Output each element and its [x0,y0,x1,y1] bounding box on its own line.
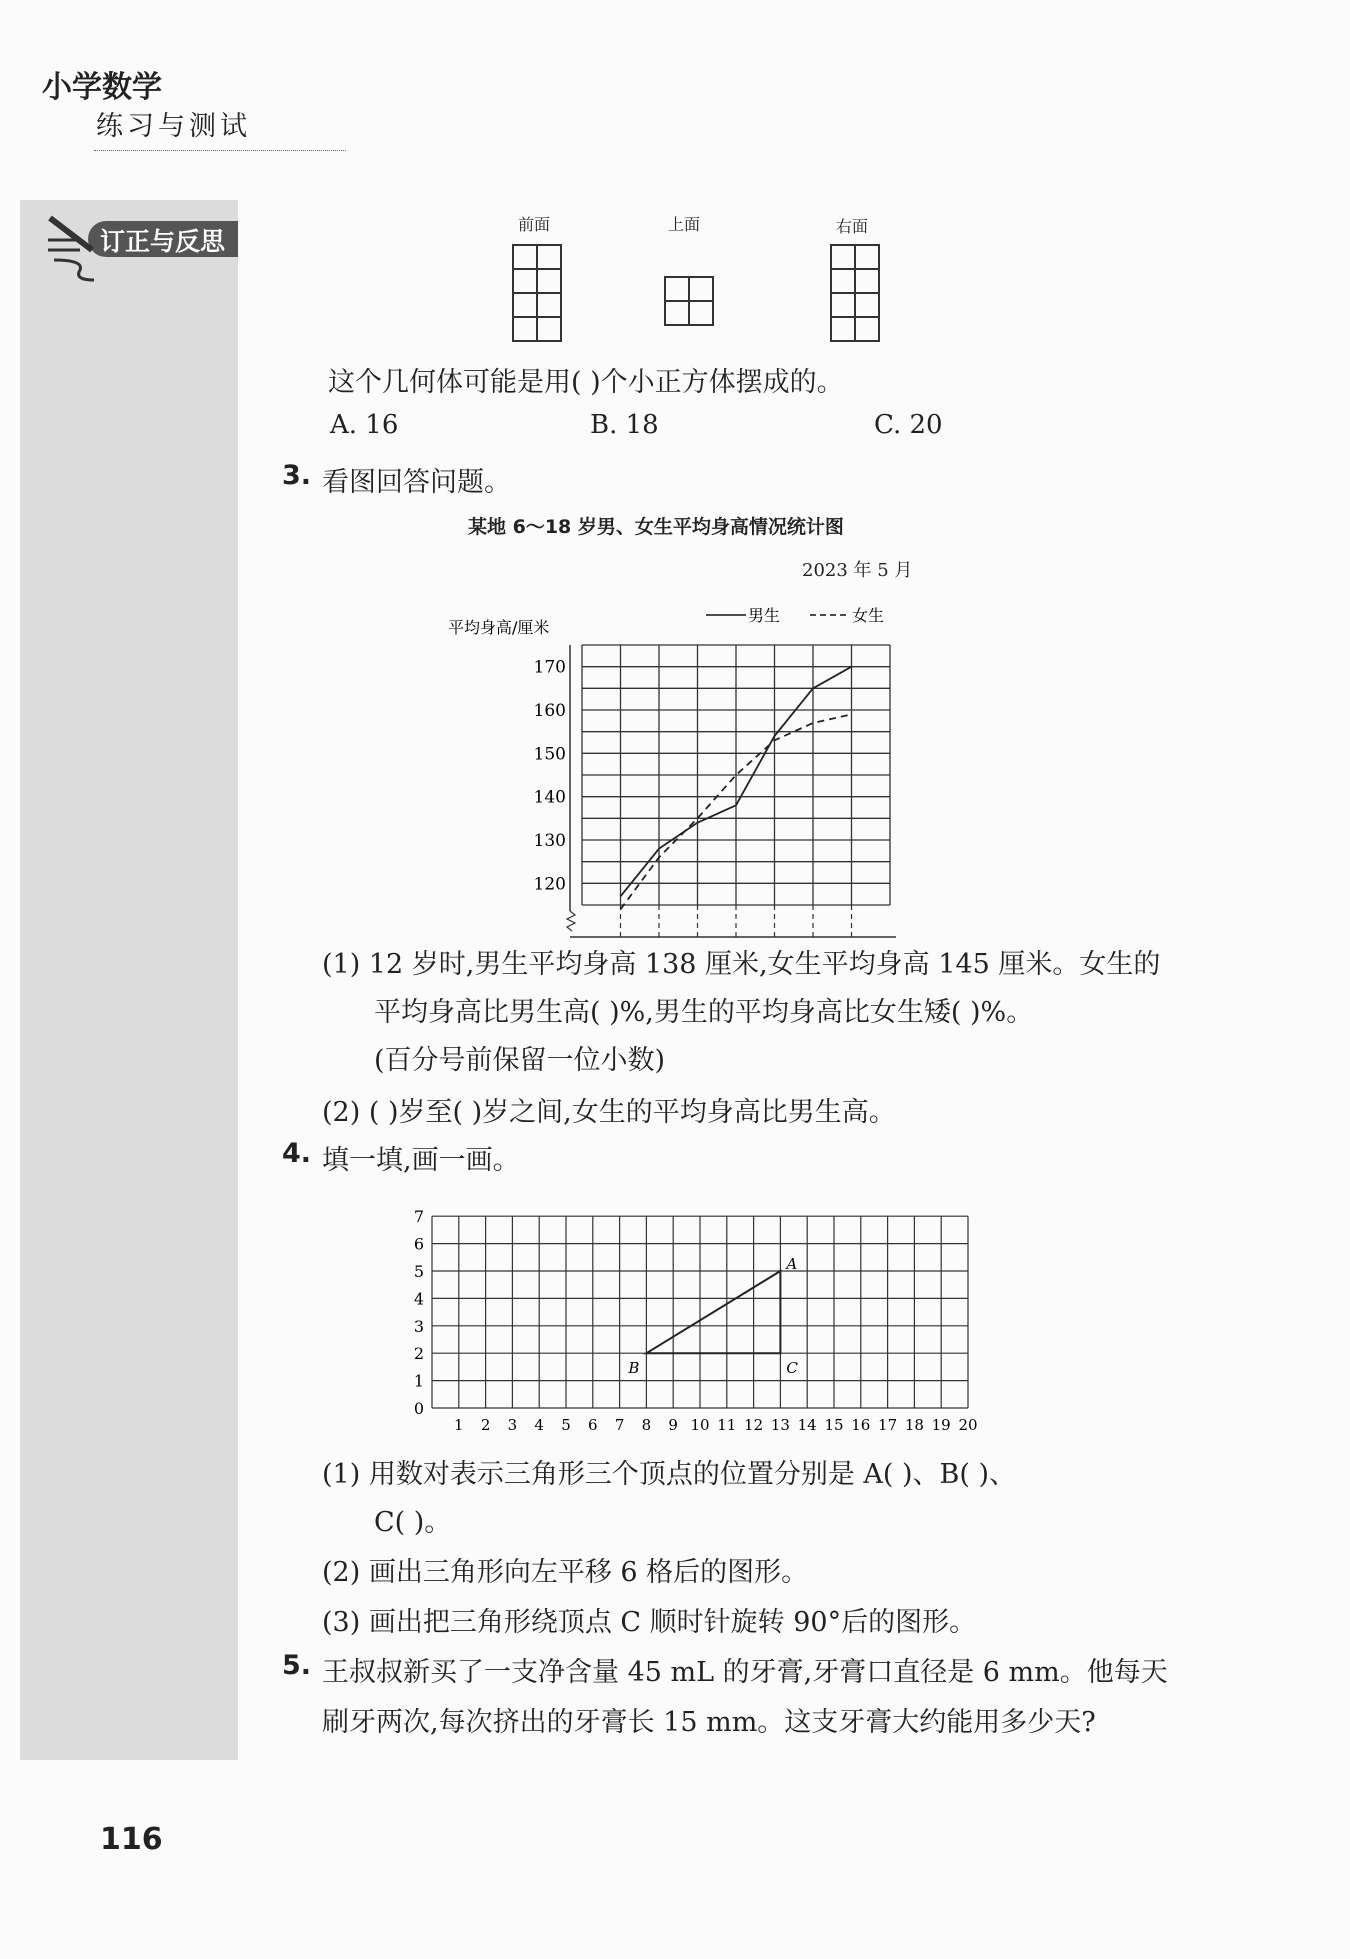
q3-sub1-line1: (1) 12 岁时,男生平均身高 138 厘米,女生平均身高 145 厘米。女生的 [322,949,1161,980]
triangle-abc [646,1271,780,1353]
y-tick-label: 130 [533,831,566,851]
x-tick-label: 4 [534,1416,544,1434]
x-tick-label: 20 [958,1416,978,1434]
y-tick-label: 5 [413,1262,424,1281]
top-view-grid [664,276,714,326]
y-tick-label: 150 [533,744,566,765]
coordinate-grid [396,1200,986,1440]
x-tick-label: 8 [641,1416,652,1434]
brand-title: 小学数学 [42,70,162,105]
q4-sub1-line2: C( )。 [374,1507,452,1538]
q3-sub2: (2) ( )岁至( )岁之间,女生的平均身高比男生高。 [322,1097,896,1128]
x-tick-label: 12 [744,1416,764,1434]
x-tick-label: 3 [507,1416,518,1434]
q2-option-b: B. 18 [590,410,659,440]
vertex-label-b: B [628,1359,640,1378]
y-tick-label: 3 [413,1316,424,1336]
chart-title: 某地 6～18 岁男、女生平均身高情况统计图 [468,516,844,538]
x-tick-label: 11 [717,1416,737,1434]
x-tick-label: 10 [690,1416,710,1434]
y-tick-label: 120 [533,874,566,895]
x-tick-label: 18 [904,1416,924,1434]
y-axis-label: 平均身高/厘米 [448,618,550,637]
vertex-label-a: A [786,1255,798,1273]
correction-sidebar [20,200,238,1760]
front-view-grid [512,244,562,342]
q4-prompt: 填一填,画一画。 [322,1145,520,1176]
q4-sub2: (2) 画出三角形向左平移 6 格后的图形。 [322,1557,809,1588]
x-tick-label: 9 [668,1416,678,1434]
y-tick-label: 140 [533,787,566,808]
view-label-front: 前面 [518,215,551,234]
q2-question: 这个几何体可能是用( )个小正方体摆成的。 [328,367,844,398]
q2-option-a: A. 16 [330,410,399,440]
x-tick-label: 19 [931,1416,951,1434]
sidebar-label: 订正与反思 [100,227,226,256]
q4-sub3: (3) 画出把三角形绕顶点 C 顺时针旋转 90°后的图形。 [322,1607,977,1638]
page-number: 116 [100,1822,163,1857]
x-tick-label: 13 [770,1416,790,1434]
vertex-label-c: C [786,1359,798,1378]
brand-subtitle: 练习与测试 [96,111,251,142]
x-tick-label: 15 [824,1416,844,1434]
x-tick-label: 16 [851,1416,871,1434]
q4-sub1-line1: (1) 用数对表示三角形三个顶点的位置分别是 A( )、B( )、 [322,1459,1017,1490]
view-label-right: 右面 [836,217,869,236]
y-tick-label: 7 [413,1207,424,1227]
y-tick-label: 170 [533,657,566,678]
legend-label-boys: 男生 [748,606,781,625]
y-tick-label: 2 [413,1344,424,1364]
x-tick-label: 14 [797,1416,817,1434]
q4-number: 4. [282,1138,312,1169]
x-tick-label: 1 [454,1416,464,1434]
right-view-grid [830,244,880,342]
y-tick-label: 1 [413,1371,424,1391]
y-tick-label: 160 [533,701,566,721]
q5-number: 5. [282,1650,312,1681]
y-tick-label: 0 [413,1399,424,1418]
x-tick-label: 17 [878,1416,898,1434]
axis-break [567,911,575,931]
pencil-icon [44,210,104,290]
x-tick-label: 6 [588,1416,598,1434]
q5-line2: 刷牙两次,每次挤出的牙膏长 15 mm。这支牙膏大约能用多少天? [322,1707,1096,1738]
chart-subtitle: 2023 年 5 月 [802,560,913,581]
y-tick-label: 4 [413,1289,424,1309]
y-tick-label: 6 [413,1234,424,1254]
view-label-top: 上面 [668,215,701,234]
q3-sub1-line2: 平均身高比男生高( )%,男生的平均身高比女生矮( )%。 [374,997,1034,1028]
q2-option-c: C. 20 [874,410,943,440]
q3-sub1-line3: (百分号前保留一位小数) [374,1045,666,1076]
height-line-chart [430,595,950,940]
q3-prompt: 看图回答问题。 [322,467,511,498]
legend-label-girls: 女生 [852,606,885,625]
brand-underline [94,150,346,151]
x-tick-label: 5 [561,1416,571,1434]
q3-number: 3. [282,460,312,491]
q5-line1: 王叔叔新买了一支净含量 45 mL 的牙膏,牙膏口直径是 6 mm。他每天 [322,1657,1168,1688]
x-tick-label: 7 [614,1416,625,1434]
x-tick-label: 2 [480,1416,491,1434]
